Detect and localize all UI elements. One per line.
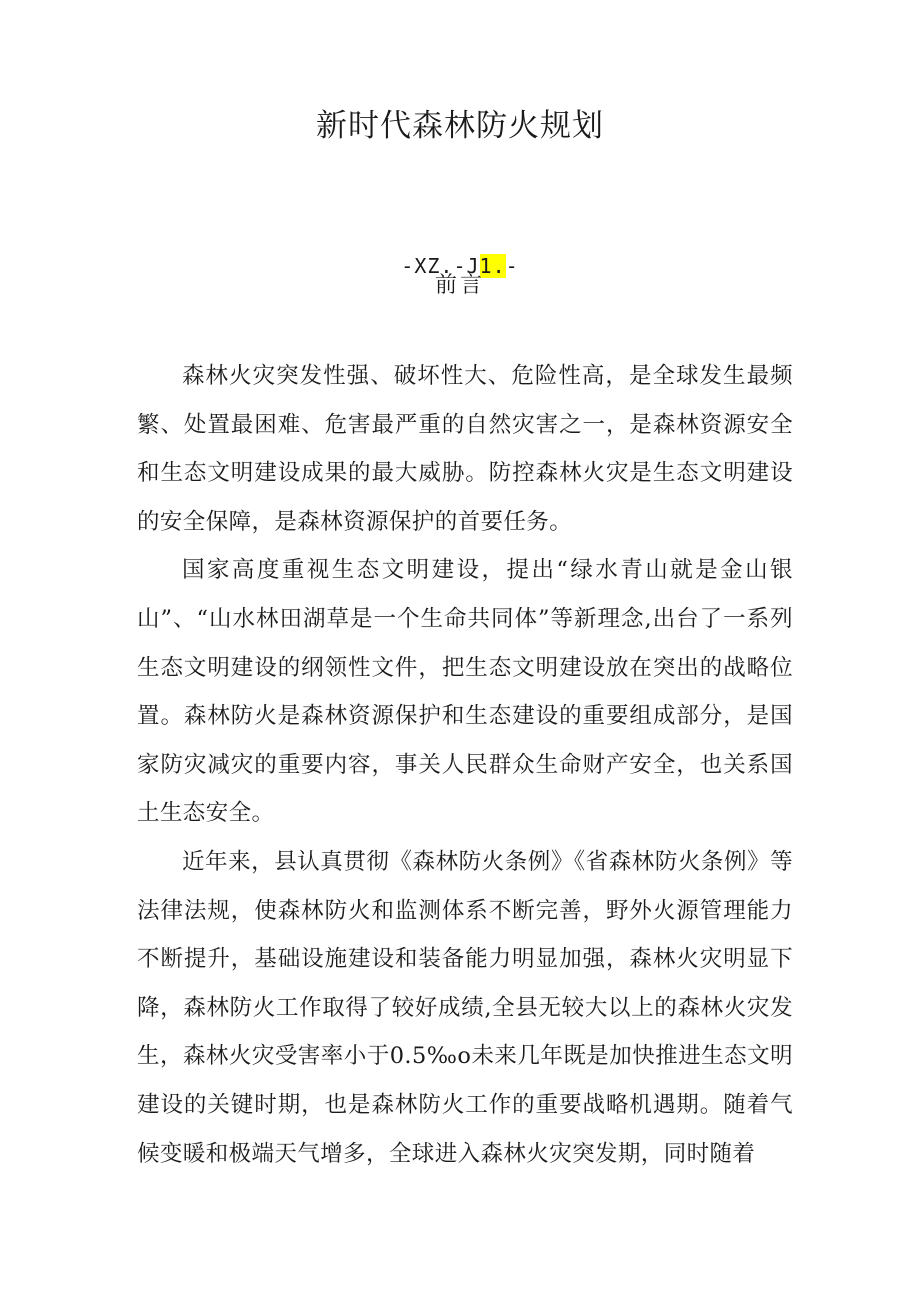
section-heading [0, 252, 920, 304]
heading-preface: 前言 [434, 273, 485, 298]
paragraph: 国家高度重视生态文明建设，提出“绿水青山就是金山银山”、“山水林田湖草是一个生命共同体”等新理念,出台了一系列生态文明建设的纲领性文件，把生态文明建设放在突出的战略位置。森林防火是森林资源保护和生态建设的重要组成部分，是国家防灾减灾的重要内容，事关人民群众生命财产安全，也关系国土生态安全。 [137, 557, 793, 827]
paragraph: 近年来，县认真贯彻《森林防火条例》《省森林防火条例》等法律法规，使森林防火和监测体系不断完善，野外火源管理能力不断提升，基础设施建设和装备能力明显加强，森林火灾明显下降，森林防火工作取得了较好成绩,全县无较大以上的森林火灾发生，森林火灾受害率小于0.5‰o未来几年既是加快推进生态文明建设的关键时期，也是森林防火工作的重要战略机遇期。随着气候变暖和极端天气增多，全球进入森林火灾突发期，同时随着 [137, 848, 793, 1167]
highlighted-text: 1. [479, 254, 506, 278]
heading-garbled-prefix: -XZ.-J [401, 254, 480, 278]
document-title: 新时代森林防火规划 [316, 108, 604, 144]
document-body [137, 352, 793, 1178]
paragraph: 森林火灾突发性强、破坏性大、危险性高，是全球发生最频繁、处置最困难、危害最严重的自然灾害之一，是森林资源安全和生态文明建设成果的最大威胁。防控森林火灾是生态文明建设的安全保障，是森林资源保护的首要任务。 [137, 363, 793, 535]
heading-garbled-suffix: - [505, 254, 519, 278]
